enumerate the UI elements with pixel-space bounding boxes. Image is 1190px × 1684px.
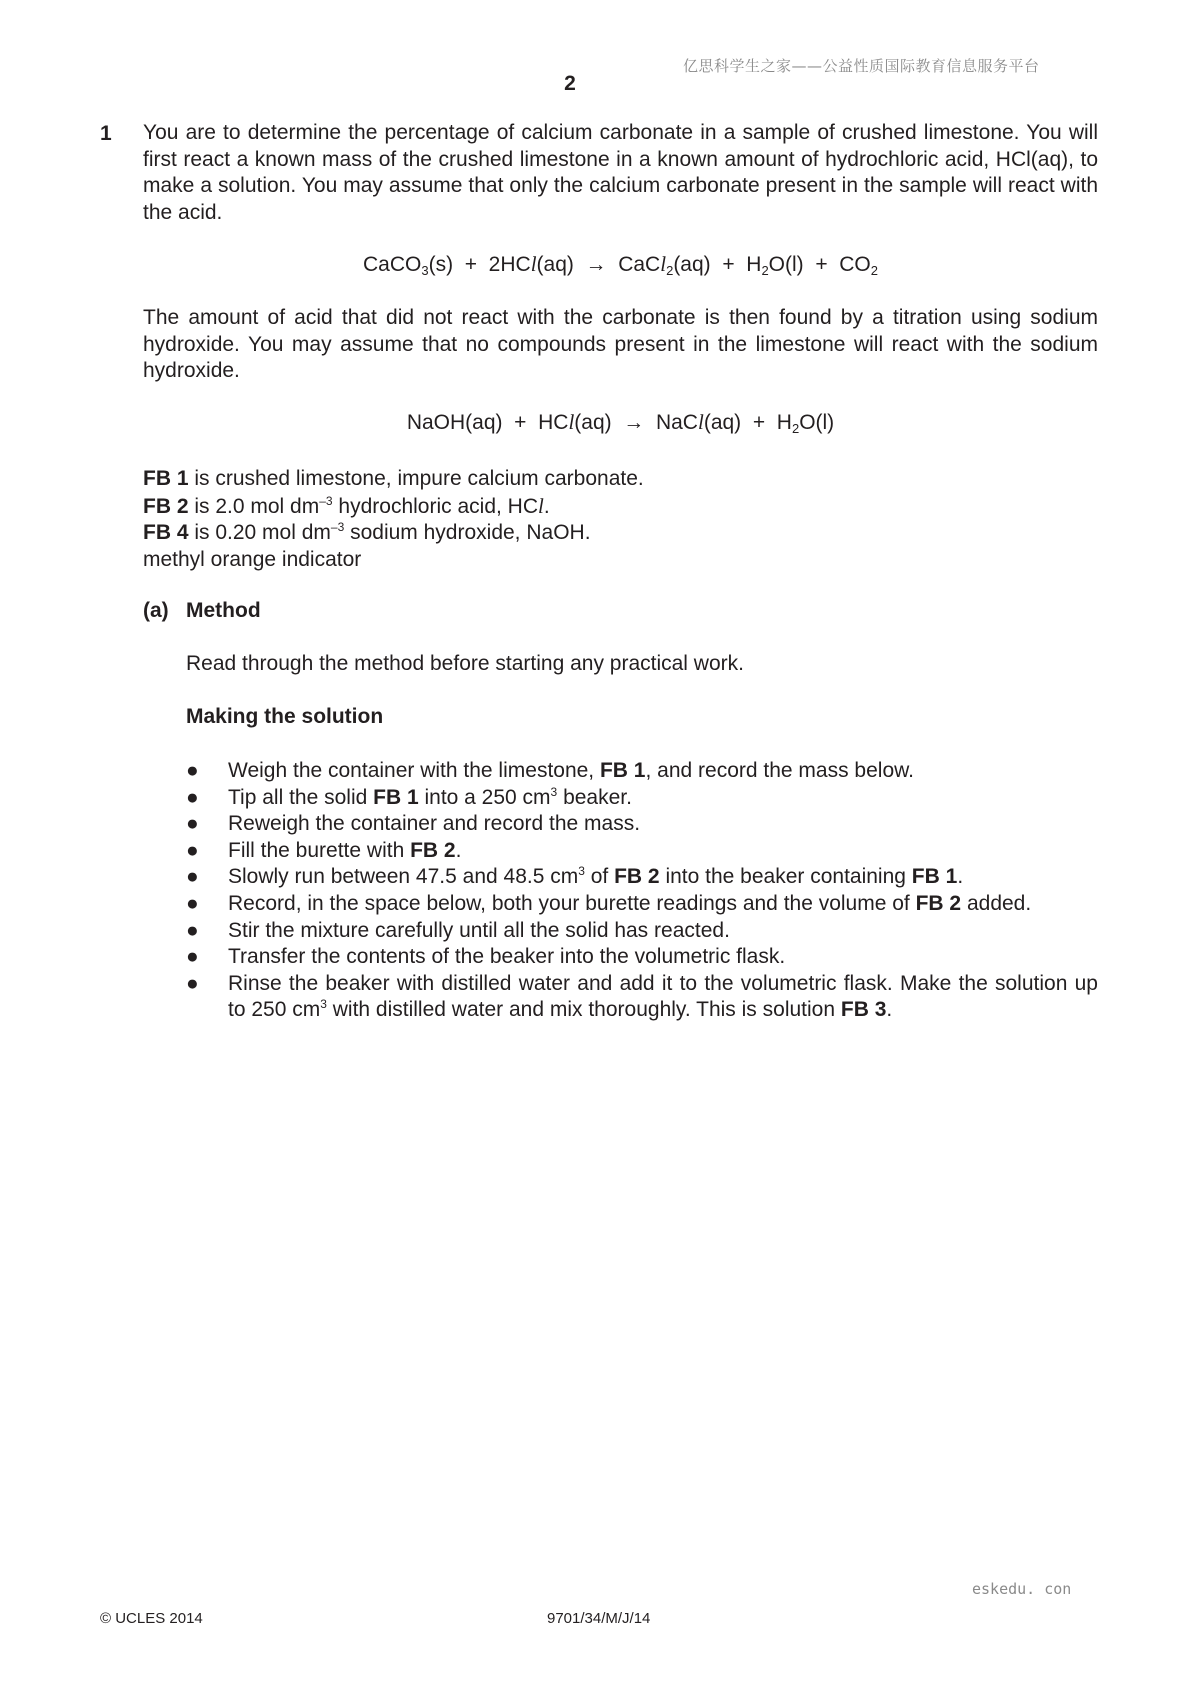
question-number: 1 (100, 122, 112, 145)
para2-text: The amount of acid that did not react with the carbonate is then found by a titration using sodium hydroxide. You may assume that no compounds present in the limestone will react with the sodium hydroxide. (143, 306, 1098, 383)
copyright: © UCLES 2014 (100, 1610, 203, 1627)
bullet-icon: ● (186, 812, 199, 836)
step-item: ● Rinse the beaker with distilled water and add it to the volumetric flask. Make the solution up to 250 $cm^3$ with distilled water and mix thoroughly. This is solution FB 3. (186, 971, 1098, 1022)
bullet-icon: ● (186, 865, 199, 889)
bullet-icon: ● (186, 891, 199, 915)
intro-text: You are to determine the percentage of calcium carbonate in a sample of crushed limestone. You will first react a known mass of the crushed limestone in a known amount of hydrochloric acid, HCl(aq), to make a solution. You may assume that only the calcium carbonate present in the sample will react with the acid. (143, 121, 1098, 224)
bullet-icon: ● (186, 918, 199, 942)
step-item: ● Weigh the container with the limestone, FB 1, and record the mass below. (186, 758, 1098, 785)
method-instruction: Read through the method before starting any practical work. (186, 652, 744, 675)
step-item: ● Record, in the space below, both your burette readings and the volume of FB 2 added. (186, 891, 1098, 918)
material-fb1: FB 1 is crushed limestone, impure calcium carbonate. (143, 467, 644, 490)
step-item: ● Stir the mixture carefully until all the solid has reacted. (186, 918, 1098, 945)
paper-code: 9701/34/M/J/14 (547, 1610, 651, 1627)
step-item: ● Fill the burette with FB 2. (186, 838, 1098, 865)
equation-1: CaCO$_3$(s) + 2HCl(aq) → CaCl$_2$(aq) + $H_2O(l) + CO_2$ (362, 252, 878, 278)
watermark: eskedu. con (972, 1580, 1072, 1598)
step-item: ● Reweigh the container and record the mass. (186, 811, 1098, 838)
material-fb2: FB 2 is 2.0 mol $dm^{-3}$ hydrochloric acid, HCl. (143, 493, 550, 518)
question-intro (143, 120, 1098, 226)
bullet-icon: ● (186, 945, 199, 969)
bullet-icon: ● (186, 785, 199, 809)
page-number: 2 (564, 72, 576, 95)
step-item: ● Transfer the contents of the beaker into the volumetric flask. (186, 944, 1098, 971)
titration-paragraph (143, 305, 1098, 385)
bullet-icon: ● (186, 838, 199, 862)
equation-2: NaOH(aq) + HCl(aq) → NaCl(aq) + $H_2O(l)$ (406, 410, 835, 436)
making-solution-heading: Making the solution (186, 705, 384, 728)
bullet-icon: ● (186, 759, 199, 782)
header-banner: 亿思科学生之家——公益性质国际教育信息服务平台 (683, 57, 1040, 75)
materials-list (143, 466, 644, 573)
method-steps (186, 758, 1098, 1024)
step-item: ● Tip all the solid FB 1 into a 250 $cm^3$ beaker. (186, 785, 1098, 812)
bullet-icon: ● (186, 971, 199, 995)
material-indicator: methyl orange indicator (143, 547, 362, 571)
part-a-label: (a) (143, 599, 169, 622)
material-fb4: FB 4 is 0.20 mol $dm^{-3}$ sodium hydroxide, NaOH. (143, 520, 591, 545)
part-a-title: Method (186, 599, 261, 622)
step-item: ● Slowly run between 47.5 and 48.5 $cm^3$ of FB 2 into the beaker containing FB 1. (186, 864, 1098, 891)
